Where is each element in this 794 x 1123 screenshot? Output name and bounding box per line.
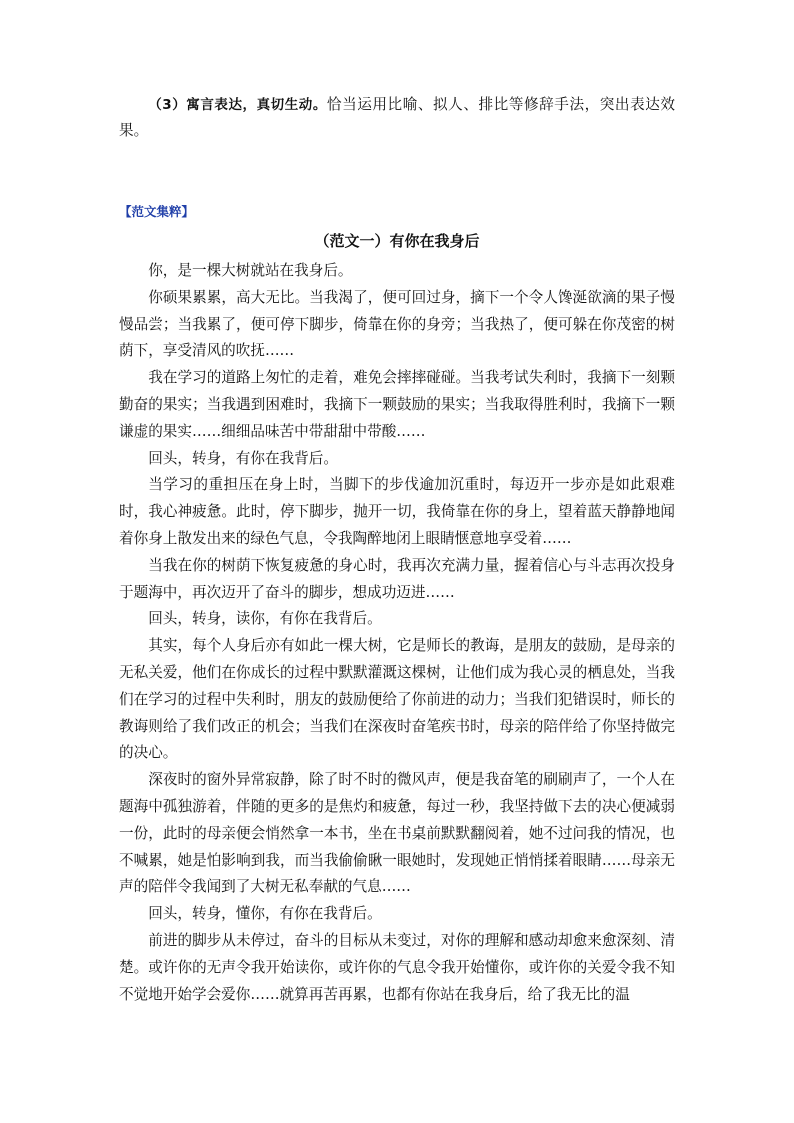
essay-body	[119, 258, 675, 1008]
essay-paragraph: 回头，转身，懂你，有你在我背后。	[148, 905, 382, 923]
tip-number: （3）	[148, 97, 187, 113]
essay-paragraph: 回头，转身，有你在我背后。	[148, 449, 338, 467]
section-tag: 【范文集粹】	[119, 204, 195, 219]
essay-paragraph: 其实，每个人身后亦有如此一棵大树，它是师长的教诲，是朋友的鼓励，是母亲的无私关爱，他们在你成长的过程中默默灌溉这棵树，让他们成为我心灵的栖息处，当我们在学习的过程中失利时，朋友的鼓励便给了你前进的动力；当我们犯错误时，师长的教诲则给了我们改正的机会；当我们在深夜时奋笔疾书时，母亲的陪伴给了你坚持做完的决心。	[119, 637, 675, 762]
essay-paragraph: 你，是一棵大树就站在我身后。	[148, 262, 353, 279]
tip-lead: 寓言表达，真切生动。	[186, 97, 327, 113]
essay-paragraph: 深夜时的窗外异常寂静，除了时不时的微风声，便是我奋笔的刷刷声了，一个人在题海中孤独游着，伴随的更多的是焦灼和疲惫，每过一秒，我坚持做下去的决心便减弱一份，此时的母亲便会悄然拿一本书，坐在书桌前默默翻阅着，她不过问我的情况，也不喊累，她是怕影响到我，而当我偷偷瞅一眼她时，发现她正悄悄揉着眼睛……母亲无声的陪伴令我闻到了大树无私奉献的气息……	[119, 771, 675, 896]
tip-text: 恰当运用比喻、拟人、排比等修辞手法，突出表达效果。	[119, 96, 675, 140]
essay-title: （范文一）有你在我身后	[314, 232, 480, 250]
tip-paragraph	[119, 92, 675, 145]
essay-paragraph: 我在学习的道路上匆忙的走着，难免会摔摔碰碰。当我考试失利时，我摘下一刻颗勤奋的果实；当我遇到困难时，我摘下一颗鼓励的果实；当我取得胜利时，我摘下一颗谦虚的果实……细细品味苦中带甜甜中带酸……	[119, 369, 675, 440]
essay-paragraph: 当我在你的树荫下恢复疲惫的身心时，我再次充满力量，握着信心与斗志再次投身于题海中，再次迈开了奋斗的脚步，想成功迈进……	[119, 556, 675, 601]
writing-tip	[119, 92, 675, 145]
essay-paragraph: 回头，转身，读你，有你在我背后。	[148, 610, 382, 628]
essay-paragraph: 当学习的重担压在身上时，当脚下的步伐逾加沉重时，每迈开一步亦是如此艰难时，我心神疲惫。此时，停下脚步，抛开一切，我倚靠在你的身上，望着蓝天静静地闻着你身上散发出来的绿色气息，令我陶醉地闭上眼睛惬意地享受着……	[119, 476, 675, 547]
essay-paragraph: 你硕果累累，高大无比。当我渴了，便可回过身，摘下一个令人馋涎欲滴的果子慢慢品尝；当我累了，便可停下脚步，倚靠在你的身旁；当我热了，便可躲在你茂密的树荫下，享受清风的吹抚……	[119, 288, 675, 360]
essay-paragraph: 前进的脚步从未停过，奋斗的目标从未变过，对你的理解和感动却愈来愈深刻、清楚。或许你的无声令我开始读你，或许你的气息令我开始懂你，或许你的关爱令我不知不觉地开始学会爱你……就算再苦再累，也都有你站在我身后，给了我无比的温	[119, 931, 675, 1003]
